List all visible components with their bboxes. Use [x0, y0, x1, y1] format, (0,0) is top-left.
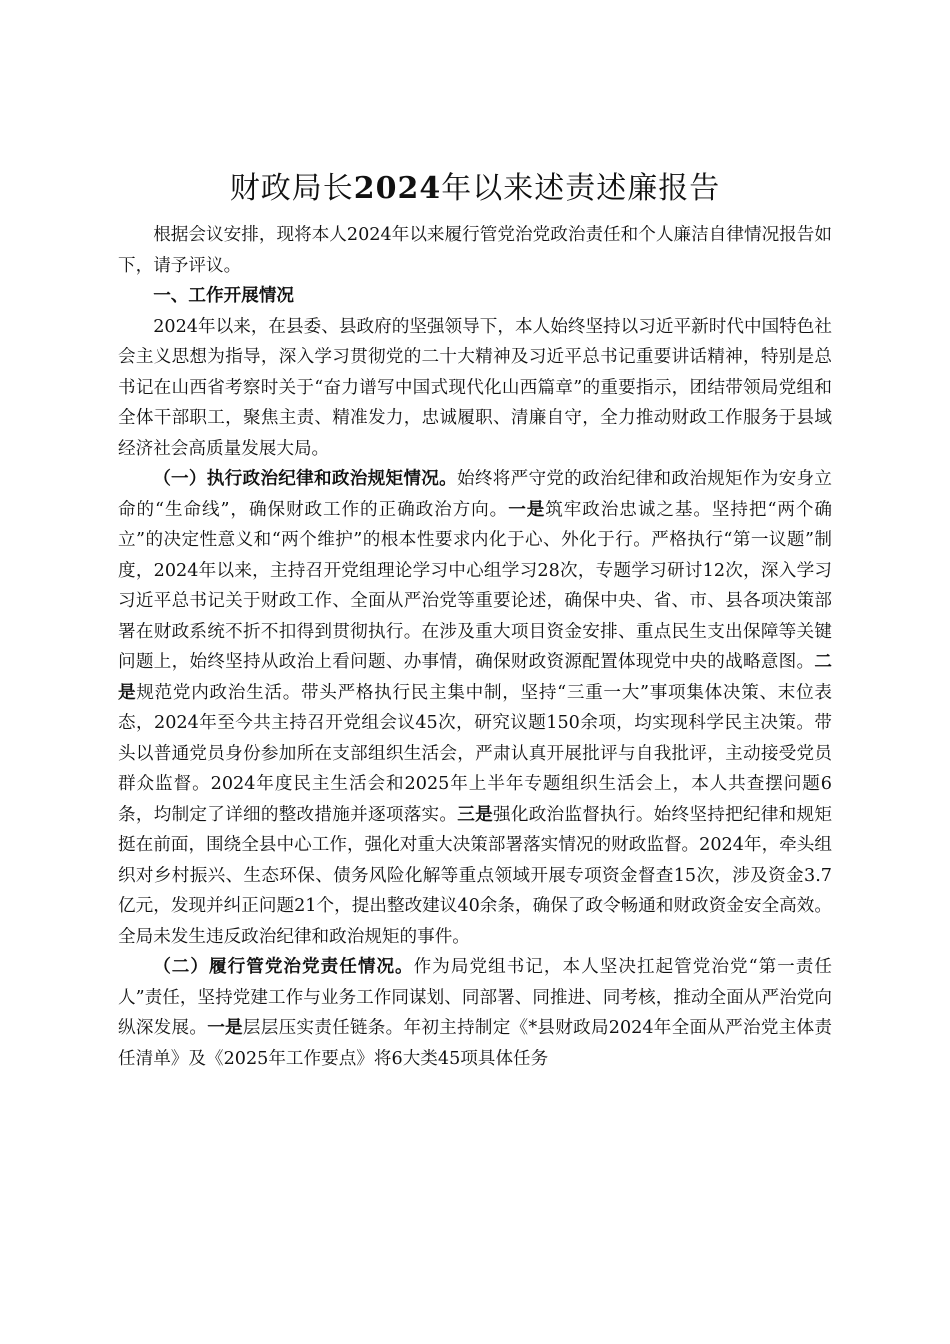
point-marker-2: 二是 — [118, 651, 832, 703]
title-suffix: 年以来述责述廉报告 — [441, 171, 721, 206]
section-heading-work: 一、工作开展情况 — [153, 285, 294, 306]
intro-paragraph: 根据会议安排，现将本人2024年以来履行管党治党政治责任和个人廉洁自律情况报告如下，请予评议。 — [118, 225, 832, 276]
point-marker-1: 一是 — [508, 498, 546, 520]
governance-point-text-1: 层层压实责任链条。年初主持制定《*县财政局2024年全面从严治党主体责任清单》及《2025年工作要点》将6大类45项具体任务 — [118, 1018, 832, 1069]
governance-point-marker-1: 一是 — [207, 1017, 243, 1038]
political-discipline-lead: 始终将严守党的政治纪律和政治规矩作为安身立命的“生命线”，确保财政工作的正确政治方向。 — [118, 469, 832, 520]
point-text-3: 强化政治监督执行。始终坚持把纪律和规矩挺在前面，围绕全县中心工作，强化对重大决策部署落实情况的财政监督。2024年，牵头组织对乡村振兴、生态环保、债务风险化解等重点领域开展专项资金督查15次，涉及资金3.7亿元，发现并纠正问题21个，提出整改建议40余条，确保了政令畅通和财政资金安全高效。全局未发生违反政治纪律和政治规矩的事件。 — [118, 804, 832, 947]
document-page — [118, 166, 832, 1074]
point-marker-3: 三是 — [457, 803, 493, 825]
subheading-political-discipline: （一）执行政治纪律和政治规矩情况。 — [153, 468, 457, 489]
party-governance-lead: 作为局党组书记，本人坚决扛起管党治党“第一责任人”责任，坚持党建工作与业务工作同谋划、同部署、同推进、同考核，推动全面从严治党向纵深发展。 — [118, 957, 832, 1038]
section-paragraph-work: 2024年以来，在县委、县政府的坚强领导下，本人始终坚持以习近平新时代中国特色社会主义思想为指导，深入学习贯彻党的二十大精神及习近平总书记重要讲话精神，特别是总书记在山西省考察时关于“奋力谱写中国式现代化山西篇章”的重要指示，团结带领局党组和全体干部职工，聚焦主责、精准发力，忠诚履职、清廉自守，全力推动财政工作服务于县域经济社会高质量发展大局。 — [118, 316, 832, 459]
political-discipline-paragraph — [118, 464, 832, 952]
point-text-2: 规范党内政治生活。带头严格执行民主集中制，坚持“三重一大”事项集体决策、末位表态，2024年至今共主持召开党组会议45次，研究议题150余项，均实现科学民主决策。带头以普通党员身份参加所在支部组织生活会，严肃认真开展批评与自我批评，主动接受党员群众监督。2024年度民主生活会和2025年上半年专题组织生活会上，本人共查摆问题6条，均制定了详细的整改措施并逐项落实。 — [118, 682, 832, 825]
document-title — [118, 166, 832, 212]
title-prefix: 财政局长 — [229, 171, 354, 206]
subheading-party-governance: （二）履行管党治党责任情况。 — [153, 956, 414, 977]
title-year: 2024 — [353, 171, 442, 206]
point-text-1: 筑牢政治忠诚之基。坚持把“两个确立”的决定性意义和“两个维护”的根本性要求内化于心、外化于行。严格执行“第一议题”制度，2024年以来，主持召开党组理论学习中心组学习28次，专题学习研讨12次，深入学习习近平总书记关于财政工作、全面从严治党等重要论述，确保中央、省、市、县各项决策部署在财政系统不折不扣得到贯彻执行。在涉及重大项目资金安排、重点民生支出保障等关键问题上，始终坚持从政治上看问题、办事情，确保财政资源配置体现党中央的战略意图。 — [118, 499, 832, 672]
party-governance-paragraph — [118, 952, 832, 1074]
